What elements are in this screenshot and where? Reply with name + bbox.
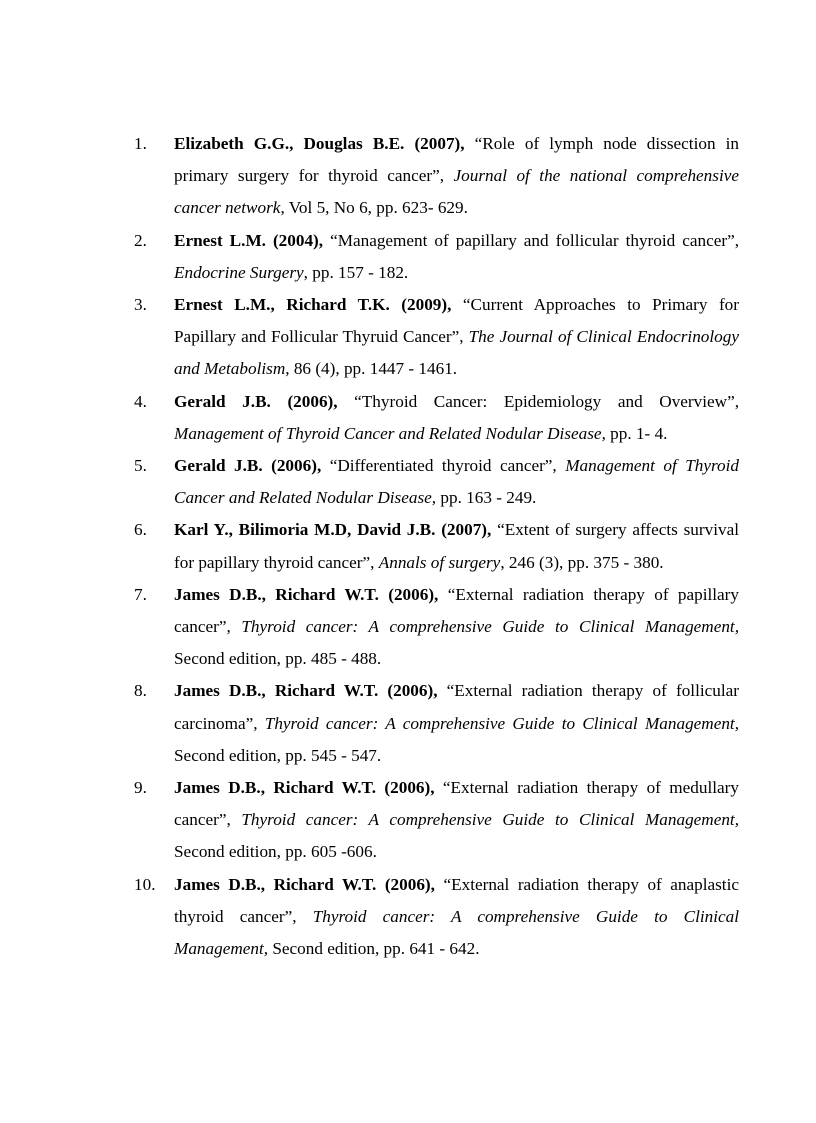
- reference-item: [0, 869, 739, 966]
- reference-title: “Management of papillary and follicular thyroid cancer”,: [323, 230, 739, 250]
- reference-source: Management of Thyroid Cancer and Related Nodular Disease,: [174, 423, 606, 443]
- reference-source: Thyroid cancer: A comprehensive Guide to Clinical Management,: [174, 906, 739, 959]
- reference-item: [0, 128, 739, 225]
- reference-source: Endocrine Surgery: [174, 262, 304, 282]
- reference-details: , Vol 5, No 6, pp. 623- 629.: [280, 198, 468, 218]
- reference-authors: Gerald J.B. (2006),: [174, 391, 338, 411]
- reference-title: “External radiation therapy of anaplastic thyroid cancer”,: [174, 874, 739, 926]
- reference-title: “External radiation therapy of papillary cancer”,: [174, 584, 739, 637]
- reference-authors: Ernest L.M. (2004),: [174, 230, 324, 250]
- reference-authors: James D.B., Richard W.T. (2006),: [174, 681, 438, 701]
- reference-source: Journal of the national comprehensive cancer network: [174, 166, 739, 218]
- reference-item: [0, 386, 739, 450]
- reference-authors: Elizabeth G.G., Douglas B.E. (2007),: [174, 134, 465, 153]
- reference-title: “Current Approaches to Primary for Papillary and Follicular Thyruid Cancer”,: [174, 295, 739, 347]
- reference-details: Second edition, pp. 485 - 488.: [174, 649, 382, 669]
- reference-source: Thyroid cancer: A comprehensive Guide to Clinical Management,: [241, 617, 739, 637]
- reference-authors: James D.B., Richard W.T. (2006),: [174, 874, 435, 894]
- reference-details: , 246 (3), pp. 375 - 380.: [500, 552, 664, 572]
- reference-number: 2.: [134, 230, 147, 250]
- reference-number: 8.: [134, 681, 147, 701]
- reference-authors: Karl Y., Bilimoria M.D, David J.B. (2007),: [174, 520, 492, 540]
- reference-title: “External radiation therapy of medullary cancer”,: [174, 778, 739, 830]
- reference-details: , pp. 157 - 182.: [303, 262, 409, 282]
- reference-source: Annals of surgery: [378, 552, 501, 572]
- reference-details: pp. 163 - 249.: [436, 488, 537, 508]
- reference-source: The Journal of Clinical Endocrinology and Metabolism,: [174, 327, 739, 379]
- reference-number: 5.: [134, 456, 147, 476]
- reference-number: 7.: [134, 584, 147, 604]
- reference-item: [0, 289, 739, 386]
- reference-authors: Ernest L.M., Richard T.K. (2009),: [174, 295, 452, 315]
- reference-details: Second edition, pp. 545 - 547.: [174, 745, 382, 765]
- reference-item: [0, 514, 739, 578]
- reference-item: [0, 579, 739, 676]
- reference-details: 86 (4), pp. 1447 - 1461.: [289, 359, 458, 379]
- reference-source: Thyroid cancer: A comprehensive Guide to Clinical Management,: [264, 713, 739, 733]
- reference-title: “Differentiated thyroid cancer”,: [321, 456, 566, 476]
- reference-title: “External radiation therapy of follicular carcinoma”,: [174, 681, 739, 733]
- reference-title: “Extent of surgery affects survival for papillary thyroid cancer”,: [174, 520, 739, 572]
- reference-item: [0, 675, 739, 772]
- reference-number: 4.: [134, 391, 147, 411]
- reference-title: “Thyroid Cancer: Epidemiology and Overview”,: [337, 391, 739, 411]
- reference-authors: James D.B., Richard W.T. (2006),: [174, 778, 435, 798]
- reference-details: Second edition, pp. 605 -606.: [174, 842, 377, 862]
- reference-item: [0, 225, 739, 289]
- reference-title: “Role of lymph node dissection in primary surgery for thyroid cancer”,: [174, 134, 739, 186]
- reference-authors: James D.B., Richard W.T. (2006),: [174, 584, 439, 604]
- reference-authors: Gerald J.B. (2006),: [174, 456, 322, 476]
- reference-number: 3.: [134, 295, 147, 315]
- reference-source: Thyroid cancer: A comprehensive Guide to Clinical Management,: [241, 810, 739, 830]
- reference-details: pp. 1- 4.: [605, 423, 668, 443]
- reference-list: [0, 128, 816, 965]
- reference-item: [0, 772, 739, 869]
- reference-item: [0, 450, 739, 514]
- reference-number: 6.: [134, 520, 147, 540]
- reference-number: 1.: [134, 134, 147, 153]
- reference-details: Second edition, pp. 641 - 642.: [268, 939, 480, 959]
- reference-number: 9.: [134, 778, 147, 798]
- reference-source: Management of Thyroid Cancer and Related Nodular Disease,: [174, 456, 739, 508]
- reference-number: 10.: [134, 874, 156, 894]
